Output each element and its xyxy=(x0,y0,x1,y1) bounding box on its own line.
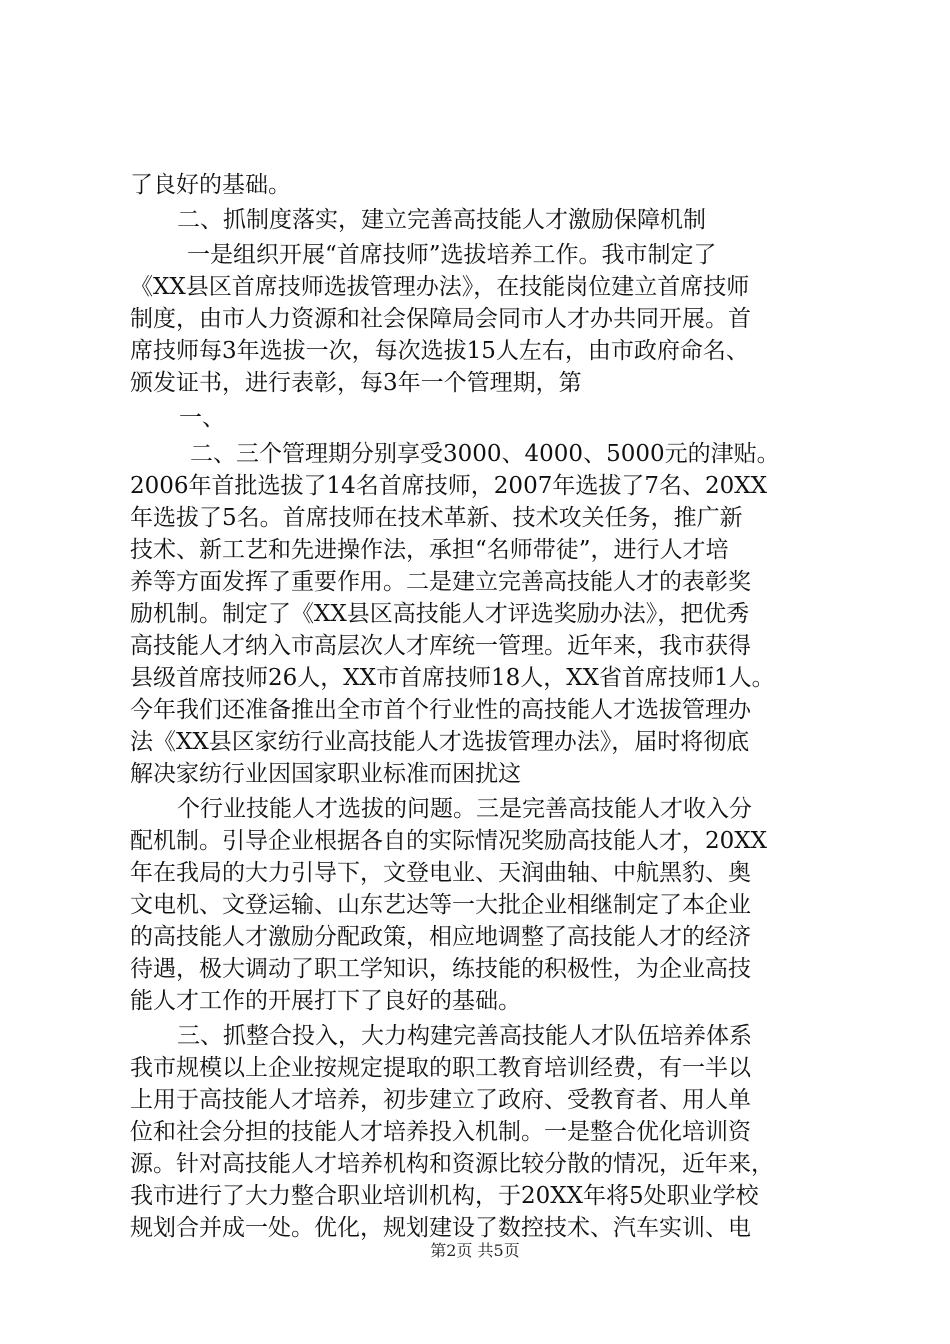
text-line: 的高技能人才激励分配政策，相应地调整了高技能人才的经济 xyxy=(130,924,751,950)
text-line: 文电机、文登运输、山东艺达等一大批企业相继制定了本企业 xyxy=(130,892,751,918)
text-line: 年在我局的大力引导下，文登电业、天润曲轴、中航黑豹、奥 xyxy=(130,860,751,886)
text-line: 源。针对高技能人才培养机构和资源比较分散的情况，近年来， xyxy=(130,1151,774,1177)
text-line: 一是组织开展“首席技师”选拔培养工作。我市制定了 xyxy=(187,242,717,268)
section-heading: 三、抓整合投入，大力构建完善高技能人才队伍培养体系 xyxy=(177,1023,752,1049)
text-line: 颁发证书，进行表彰，每3年一个管理期，第 xyxy=(130,370,582,396)
text-line: 励机制。制定了《XX县区高技能人才评选奖励办法》，把优秀 xyxy=(130,601,750,627)
text-line: 制度，由市人力资源和社会保障局会同市人才办共同开展。首 xyxy=(130,306,751,332)
text-line: 待遇，极大调动了职工学知识，练技能的积极性，为企业高技 xyxy=(130,956,751,982)
text-line: 县级首席技师26人，XX市首席技师18人，XX省首席技师1人。 xyxy=(130,665,775,691)
text-line: 上用于高技能人才培养，初步建立了政府、受教育者、用人单 xyxy=(130,1087,751,1113)
text-line: 能人才工作的开展打下了良好的基础。 xyxy=(130,988,521,1014)
text-line: 年选拔了5名。首席技师在技术革新、技术攻关任务，推广新 xyxy=(130,505,743,531)
text-line: 配机制。引导企业根据各自的实际情况奖励高技能人才，20XX xyxy=(130,828,768,854)
text-line: 2006年首批选拔了14名首席技师，2007年选拔了7名、20XX xyxy=(130,473,767,499)
text-line: 我市规模以上企业按规定提取的职工教育培训经费，有一半以 xyxy=(130,1055,751,1081)
text-line: 规划合并成一处。优化，规划建设了数控技术、汽车实训、电 xyxy=(130,1215,751,1241)
text-line: 一、 xyxy=(179,405,225,431)
text-line: 个行业技能人才选拔的问题。三是完善高技能人才收入分 xyxy=(177,796,752,822)
text-line: 养等方面发挥了重要作用。二是建立完善高技能人才的表彰奖 xyxy=(130,569,751,595)
text-line: 技术、新工艺和先进操作法，承担“名师带徒”，进行人才培 xyxy=(130,537,729,563)
text-line: 了良好的基础。 xyxy=(130,172,291,198)
text-line: 二、三个管理期分别享受3000、4000、5000元的津贴。 xyxy=(190,441,780,467)
section-heading: 二、抓制度落实，建立完善高技能人才激励保障机制 xyxy=(177,207,706,233)
text-line: 今年我们还准备推出全市首个行业性的高技能人才选拔管理办 xyxy=(130,697,751,723)
page-number-footer: 第2页 共5页 xyxy=(430,1241,520,1260)
text-line: 法《XX县区家纺行业高技能人才选拔管理办法》，届时将彻底 xyxy=(130,729,750,755)
text-line: 《XX县区首席技师选拔管理办法》，在技能岗位建立首席技师 xyxy=(130,274,750,300)
text-line: 位和社会分担的技能人才培养投入机制。一是整合优化培训资 xyxy=(130,1119,751,1145)
text-line: 席技师每3年选拔一次，每次选拔15人左右，由市政府命名、 xyxy=(130,338,749,364)
text-line: 高技能人才纳入市高层次人才库统一管理。近年来，我市获得 xyxy=(130,633,751,659)
text-line: 我市进行了大力整合职业培训机构，于20XX年将5处职业学校 xyxy=(130,1183,759,1209)
text-line: 解决家纺行业因国家职业标准而困扰这 xyxy=(130,761,521,787)
